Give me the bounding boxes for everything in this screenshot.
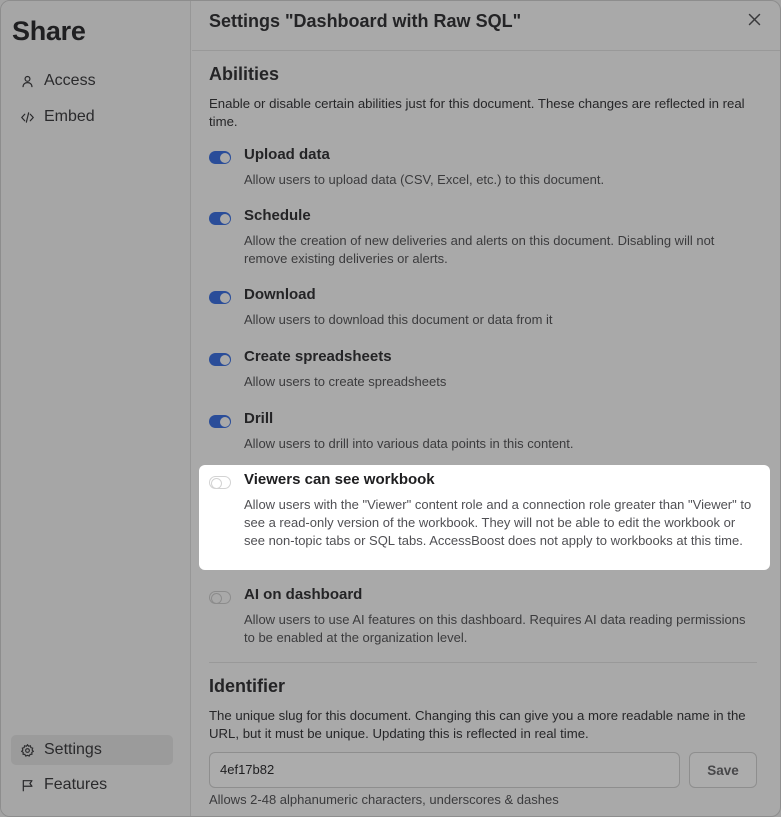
- settings-panel: [192, 1, 780, 817]
- ability-title: Drill: [244, 410, 274, 427]
- sidebar-item-features[interactable]: [11, 770, 173, 800]
- identifier-description: The unique slug for this document. Changing this can give you a more readable name in the URL, but it must be unique. Updating this is reflected in real time.: [209, 708, 746, 741]
- sidebar-item-settings[interactable]: [11, 735, 173, 765]
- sidebar-item-label: Embed: [44, 108, 95, 125]
- sidebar-item-label: Features: [44, 776, 108, 793]
- identifier-title: Identifier: [209, 676, 286, 696]
- code-icon: [21, 111, 34, 124]
- flag-icon: [21, 779, 34, 792]
- upload-data-toggle[interactable]: [209, 151, 231, 164]
- ability-title: Upload data: [244, 146, 330, 163]
- abilities-title: Abilities: [209, 64, 280, 84]
- slug-input[interactable]: 4ef17b82: [209, 752, 680, 788]
- drill-toggle[interactable]: [209, 415, 231, 428]
- ability-title: Download: [244, 286, 316, 303]
- user-icon: [21, 75, 34, 88]
- schedule-toggle[interactable]: [209, 212, 231, 225]
- ability-description: Allow users to upload data (CSV, Excel, etc.) to this document.: [244, 172, 605, 187]
- dialog-header: [192, 1, 780, 51]
- sidebar-title: Share: [12, 16, 86, 46]
- dialog-title: Settings "Dashboard with Raw SQL": [209, 11, 522, 31]
- ability-description: Allow users to create spreadsheets: [244, 374, 447, 389]
- download-toggle[interactable]: [209, 291, 231, 304]
- gear-icon: [21, 744, 34, 757]
- ability-title: AI on dashboard: [244, 586, 363, 603]
- ability-description: Allow users to drill into various data points in this content.: [244, 436, 574, 451]
- ability-description: Allow the creation of new deliveries and alerts on this document. Disabling will not remove existing deliveries or alerts.: [244, 233, 715, 266]
- close-icon: [748, 13, 761, 31]
- sidebar-item-label: Settings: [44, 741, 102, 758]
- ai-on-dashboard-toggle[interactable]: [209, 591, 231, 604]
- sidebar-item-access[interactable]: [11, 66, 173, 96]
- ability-title: Create spreadsheets: [244, 348, 392, 365]
- close-button[interactable]: [746, 14, 762, 30]
- ability-title: Schedule: [244, 207, 311, 224]
- highlighted-ability-card: [199, 465, 770, 570]
- ability-description: Allow users to use AI features on this dashboard. Requires AI data reading permissions to be enabled at the organization level.: [244, 612, 746, 645]
- sidebar: [1, 1, 191, 817]
- ability-title: Viewers can see workbook: [244, 471, 435, 488]
- slug-hint: Allows 2-48 alphanumeric characters, underscores & dashes: [209, 792, 559, 807]
- ability-description: Allow users to download this document or data from it: [244, 312, 553, 327]
- save-button[interactable]: Save: [689, 752, 757, 788]
- sidebar-item-label: Access: [44, 72, 96, 89]
- sidebar-item-embed[interactable]: [11, 102, 173, 132]
- section-divider: [209, 662, 757, 663]
- viewers-can-see-workbook-toggle[interactable]: [209, 476, 231, 489]
- abilities-description: Enable or disable certain abilities just for this document. These changes are reflected in real time.: [209, 96, 745, 129]
- create-spreadsheets-toggle[interactable]: [209, 353, 231, 366]
- ability-description: Allow users with the "Viewer" content role and a connection role greater than "Viewer" to see a read-only version of the workbook. They will not be able to edit the workbook or see non-topic tabs or SQL tabs. AccessBoost does not apply to workbooks at this time.: [244, 497, 752, 548]
